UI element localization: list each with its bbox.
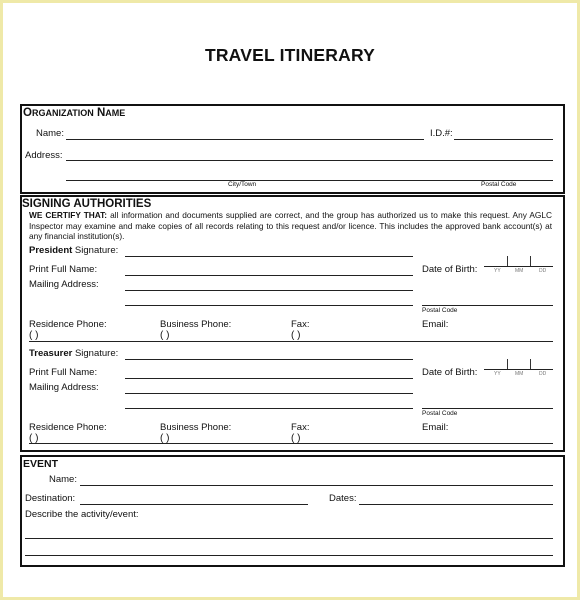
president-signature-field[interactable] [125, 256, 413, 257]
president-res-phone-label: Residence Phone: [29, 319, 107, 330]
president-mailing-field-2[interactable] [125, 305, 413, 306]
signing-heading: SIGNING AUTHORITIES [22, 198, 152, 210]
dob-yy: YY [494, 268, 501, 274]
treasurer-mailing-field-2[interactable] [125, 408, 413, 409]
event-heading: EVENT [23, 458, 59, 470]
president-fax-label: Fax: [291, 319, 310, 330]
president-signature-label [29, 245, 118, 256]
dob-dd: DD [539, 371, 547, 377]
page-title: TRAVEL ITINERARY [204, 45, 376, 65]
president-mailing-field-1[interactable] [125, 290, 413, 291]
org-city-label: City/Town [228, 181, 257, 188]
org-address-field-1[interactable] [66, 160, 553, 161]
president-dob-label: Date of Birth: [422, 264, 478, 275]
event-describe-line-2[interactable] [25, 555, 553, 556]
dob-mm: MM [515, 268, 524, 274]
treasurer-res-phone-field[interactable]: ( ) [29, 433, 39, 444]
president-role: President [29, 245, 73, 256]
heading-rest2: AME [105, 108, 126, 118]
event-describe-label: Describe the activity/event: [25, 509, 139, 520]
treasurer-print-name-label: Print Full Name: [29, 367, 98, 378]
org-id-label: I.D.#: [430, 128, 453, 139]
president-print-name-field[interactable] [125, 275, 413, 276]
president-mailing-label: Mailing Address: [29, 279, 99, 290]
org-postal-label: Postal Code [481, 181, 517, 188]
president-fax-field[interactable]: ( ) [291, 330, 301, 341]
president-sig-text: Signature: [72, 245, 119, 256]
heading-cap2: N [96, 107, 106, 119]
org-name-field[interactable] [66, 139, 424, 140]
event-destination-label: Destination: [25, 493, 76, 504]
org-address-field-2[interactable] [66, 180, 553, 181]
certify-bold: WE CERTIFY THAT: [29, 210, 108, 220]
treasurer-dob-label: Date of Birth: [422, 367, 478, 378]
dob-mm: MM [515, 371, 524, 377]
treasurer-res-phone-label: Residence Phone: [29, 422, 107, 433]
treasurer-signature-field[interactable] [125, 359, 413, 360]
president-postal-field[interactable] [422, 305, 553, 306]
certify-text: all information and documents supplied are correct, and the group has authorized us to make this request. Any AGLC Inspector may examine and make copies of all records relating to this request and/or licence. This includes the approved bank account(s) at any financial institution(s). [29, 210, 552, 242]
dob-tick [507, 256, 508, 266]
treasurer-signature-label [29, 348, 118, 359]
dob-line [484, 369, 553, 370]
heading-rest: RGANIZATION [31, 108, 94, 118]
treasurer-dob-field[interactable] [484, 359, 553, 379]
president-res-phone-field[interactable]: ( ) [29, 330, 39, 341]
dob-tick [530, 359, 531, 369]
president-bus-phone-label: Business Phone: [160, 319, 232, 330]
president-dob-field[interactable] [484, 256, 553, 276]
treasurer-mailing-label: Mailing Address: [29, 382, 99, 393]
treasurer-bus-phone-field[interactable]: ( ) [160, 433, 170, 444]
event-name-label: Name: [49, 474, 77, 485]
treasurer-email-label: Email: [422, 422, 449, 433]
treasurer-mailing-field-1[interactable] [125, 393, 413, 394]
president-postal-label: Postal Code [422, 307, 458, 314]
treasurer-fax-field[interactable]: ( ) [291, 433, 301, 444]
president-email-field[interactable] [422, 341, 553, 342]
dob-tick [507, 359, 508, 369]
org-name-label: Name: [36, 128, 64, 139]
treasurer-postal-field[interactable] [422, 408, 553, 409]
event-name-field[interactable] [80, 485, 553, 486]
treasurer-bus-phone-label: Business Phone: [160, 422, 232, 433]
president-email-label: Email: [422, 319, 449, 330]
event-destination-field[interactable] [80, 504, 308, 505]
certify-statement [29, 210, 552, 242]
dob-line [484, 266, 553, 267]
org-address-label: Address: [25, 150, 63, 161]
event-dates-label: Dates: [329, 493, 357, 504]
dob-tick [530, 256, 531, 266]
heading-cap: O [23, 107, 32, 119]
treasurer-phone-line [29, 443, 553, 444]
treasurer-role: Treasurer [29, 348, 73, 359]
treasurer-print-name-field[interactable] [125, 378, 413, 379]
event-describe-line-1[interactable] [25, 538, 553, 539]
treasurer-sig-text: Signature: [72, 348, 119, 359]
president-print-name-label: Print Full Name: [29, 264, 98, 275]
dob-dd: DD [539, 268, 547, 274]
event-dates-field[interactable] [359, 504, 553, 505]
treasurer-fax-label: Fax: [291, 422, 310, 433]
dob-yy: YY [494, 371, 501, 377]
treasurer-postal-label: Postal Code [422, 410, 458, 417]
org-id-field[interactable] [454, 139, 553, 140]
organization-heading [23, 107, 125, 120]
president-bus-phone-field[interactable]: ( ) [160, 330, 170, 341]
